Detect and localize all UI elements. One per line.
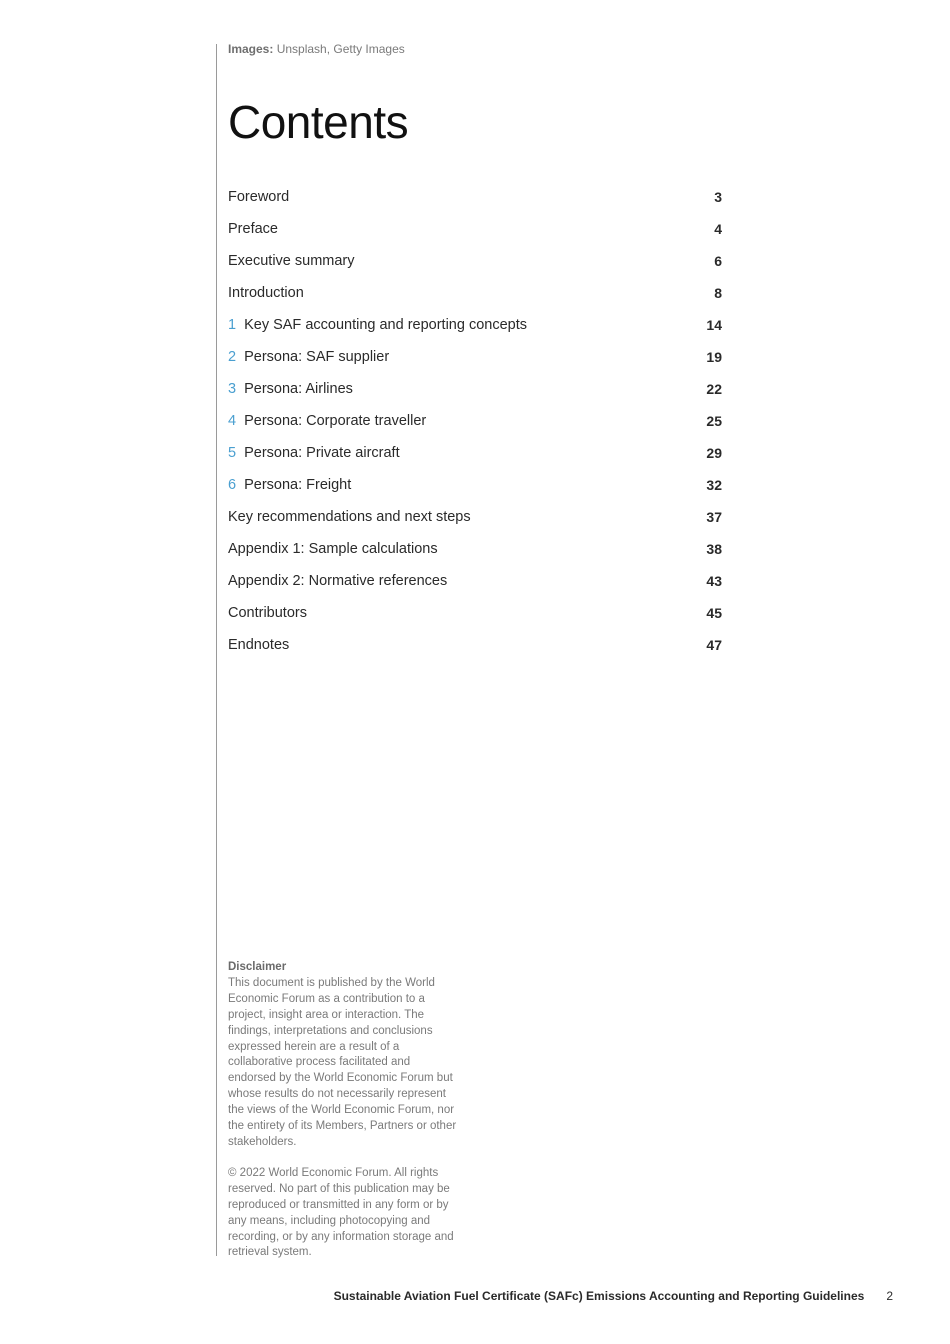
toc-item-page: 45 [706,605,722,621]
toc-item-title: Appendix 2: Normative references [228,573,448,589]
image-credits [228,42,405,56]
toc-item-chapter-1[interactable] [228,309,722,341]
toc-item-number: 5 [228,445,237,461]
footer-document-title: Sustainable Aviation Fuel Certificate (SAFc) Emissions Accounting and Reporting Guidelines [333,1289,865,1303]
toc-item-title: Executive summary [228,253,355,269]
toc-item-page: 22 [706,381,722,397]
page-footer [334,1289,893,1303]
toc-item-key-recommendations[interactable] [228,501,722,533]
toc-item-title: Persona: Corporate traveller [244,413,427,429]
toc-item-number: 2 [228,349,237,365]
toc-item-chapter-3[interactable] [228,373,722,405]
copyright-notice: © 2022 World Economic Forum. All rights reserved. No part of this publication may be reproduced or transmitted in any form or by any means, including photocopying and recording, or by any information storage and retrieval system. [228,1166,454,1259]
toc-item-chapter-2[interactable] [228,341,722,373]
toc-item-page: 19 [706,349,722,365]
toc-item-chapter-4[interactable] [228,405,722,437]
toc-item-title: Key SAF accounting and reporting concepts [244,317,527,333]
toc-item-appendix-2[interactable] [228,565,722,597]
toc-item-number: 6 [228,477,237,493]
toc-item-title: Preface [228,221,278,237]
toc-item-page: 32 [706,477,722,493]
toc-item-chapter-5[interactable] [228,437,722,469]
toc-item-page: 25 [706,413,722,429]
disclaimer-body: This document is published by the World Economic Forum as a contribution to a project, insight area or interaction. The findings, interpretations and conclusions expressed herein are a result of a collaborative process facilitated and endorsed by the World Economic Forum but whose results do not necessarily represent the views of the World Economic Forum, nor the entirety of its Members, Partners or other stakeholders. [228,976,457,1148]
toc-item-page: 4 [714,221,722,237]
page-number: 2 [886,1289,893,1303]
image-credits-text: Unsplash, Getty Images [276,42,405,56]
left-margin-rule [216,44,217,1256]
toc-item-title: Persona: Freight [244,477,352,493]
image-credits-label: Images: [228,42,274,56]
table-of-contents [228,181,722,661]
toc-item-page: 6 [714,253,722,269]
toc-item-executive-summary[interactable] [228,245,722,277]
page-title: Contents [228,96,409,148]
toc-item-page: 43 [706,573,722,589]
toc-item-title: Appendix 1: Sample calculations [228,541,438,557]
toc-item-appendix-1[interactable] [228,533,722,565]
toc-item-title: Endnotes [228,637,290,653]
toc-item-preface[interactable] [228,213,722,245]
toc-item-title: Persona: Private aircraft [244,445,400,461]
toc-item-number: 1 [228,317,237,333]
toc-item-number: 3 [228,381,237,397]
disclaimer [228,960,458,1261]
toc-item-chapter-6[interactable] [228,469,722,501]
toc-item-title: Key recommendations and next steps [228,509,471,525]
toc-item-title: Persona: Airlines [244,381,353,397]
toc-item-endnotes[interactable] [228,629,722,661]
toc-item-introduction[interactable] [228,277,722,309]
toc-item-title: Foreword [228,189,290,205]
disclaimer-heading: Disclaimer [228,961,287,973]
toc-item-page: 3 [714,189,722,205]
toc-item-page: 47 [706,637,722,653]
toc-item-page: 8 [714,285,722,301]
toc-item-contributors[interactable] [228,597,722,629]
toc-item-title: Introduction [228,285,304,301]
toc-item-page: 14 [706,317,722,333]
toc-item-title: Persona: SAF supplier [244,349,390,365]
toc-item-number: 4 [228,413,237,429]
toc-item-title: Contributors [228,605,307,621]
toc-item-page: 38 [706,541,722,557]
toc-item-page: 29 [706,445,722,461]
toc-item-foreword[interactable] [228,181,722,213]
toc-item-page: 37 [706,509,722,525]
